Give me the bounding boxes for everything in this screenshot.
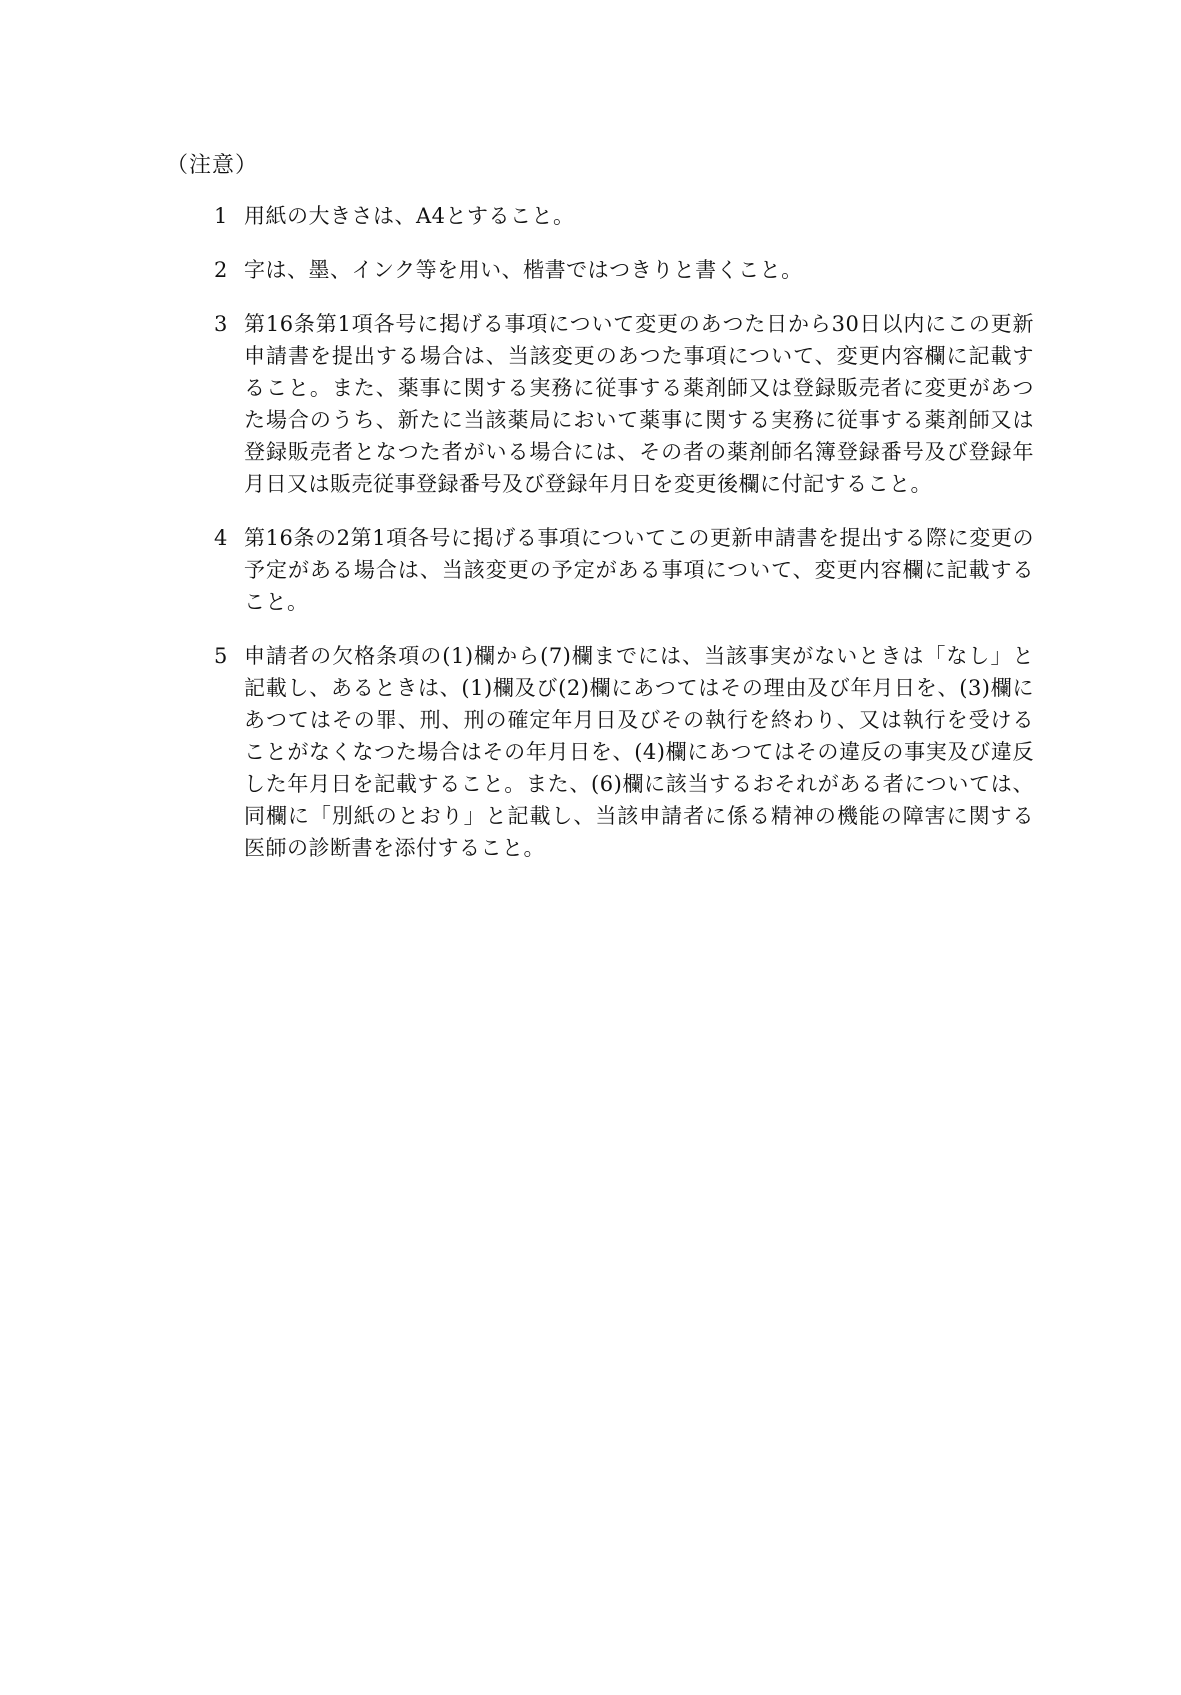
note-text: 字は、墨、インク等を用い、楷書ではつきりと書くこと。 xyxy=(244,258,803,282)
note-item xyxy=(214,200,1034,232)
note-text: 第16条第1項各号に掲げる事項について変更のあつた日から30日以内にこの更新申請書を提出する場合は、当該変更のあつた事項について、変更内容欄に記載すること。また、薬事に関する実務に従事する薬剤師又は登録販売者に変更があつた場合のうち、新たに当該薬局において薬事に関する実務に従事する薬剤師又は登録販売者となつた者がいる場合には、その者の薬剤師名簿登録番号及び登録年月日又は販売従事登録番号及び登録年月日を変更後欄に付記すること。 xyxy=(244,312,1034,496)
notes-list xyxy=(214,200,1034,886)
note-number: 3 xyxy=(214,312,228,336)
note-number: 4 xyxy=(214,526,228,550)
note-item xyxy=(214,254,1034,286)
note-item xyxy=(214,522,1034,618)
note-number: 5 xyxy=(214,644,228,668)
note-text: 第16条の2第1項各号に掲げる事項についてこの更新申請書を提出する際に変更の予定がある場合は、当該変更の予定がある事項について、変更内容欄に記載すること。 xyxy=(244,526,1034,614)
note-item xyxy=(214,640,1034,864)
notes-heading: （注意） xyxy=(166,153,259,178)
note-text: 用紙の大きさは、A4とすること。 xyxy=(244,204,575,228)
note-number: 1 xyxy=(214,204,228,228)
note-number: 2 xyxy=(214,258,228,282)
note-text: 申請者の欠格条項の(1)欄から(7)欄までには、当該事実がないときは「なし」と記載し、あるときは、(1)欄及び(2)欄にあつてはその理由及び年月日を、(3)欄にあつてはその罪、刑、刑の確定年月日及びその執行を終わり、又は執行を受けることがなくなつた場合はその年月日を、(4)欄にあつてはその違反の事実及び違反した年月日を記載すること。また、(6)欄に該当するおそれがある者については、同欄に「別紙のとおり」と記載し、当該申請者に係る精神の機能の障害に関する医師の診断書を添付すること。 xyxy=(244,644,1034,860)
note-item xyxy=(214,308,1034,500)
